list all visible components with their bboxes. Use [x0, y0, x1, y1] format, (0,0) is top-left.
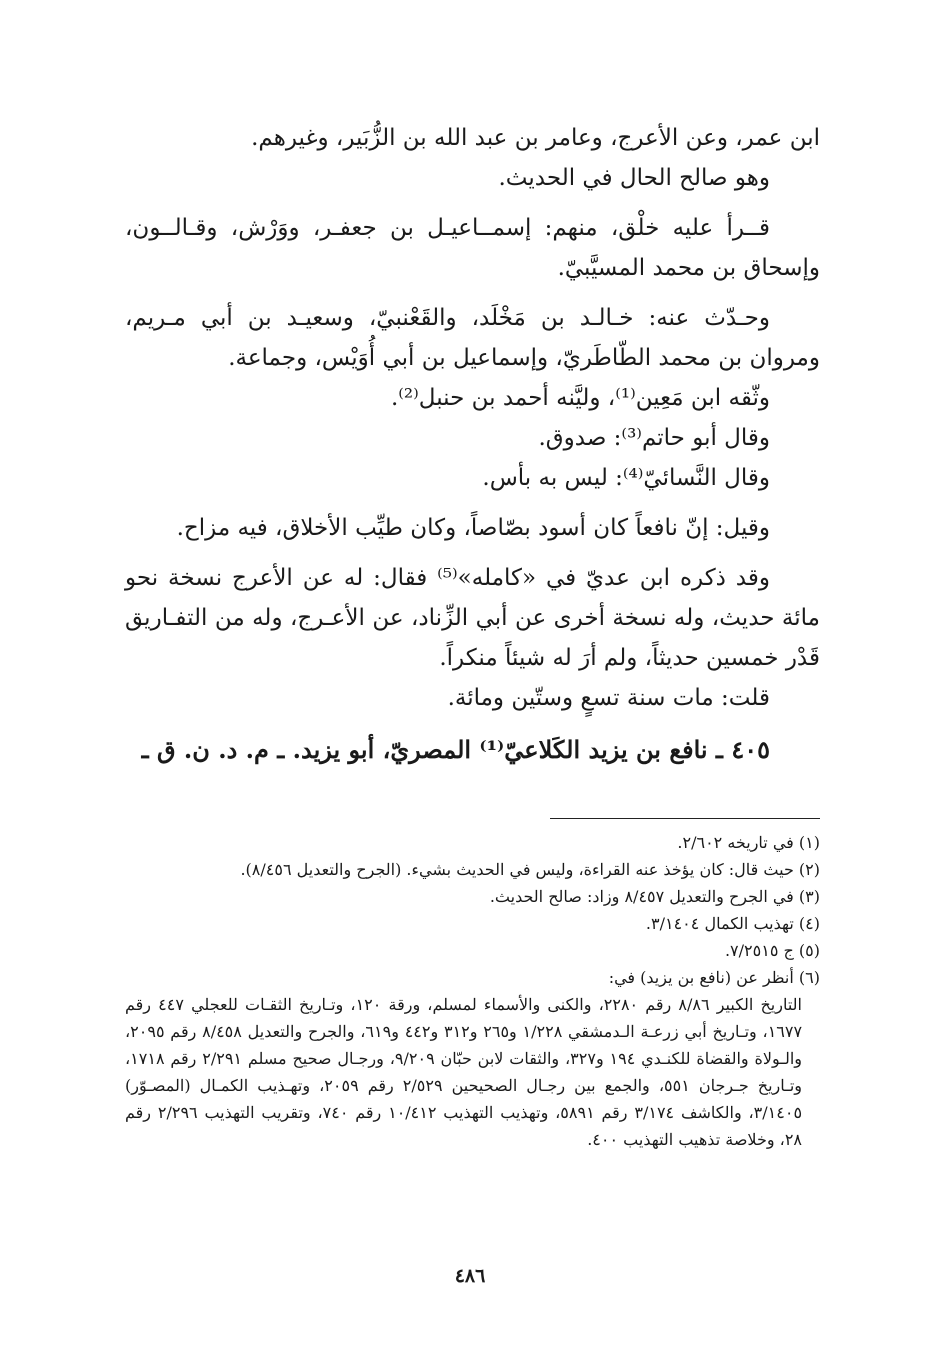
footnote: (٢) حيث قال: كان يؤخذ عنه القراءة، وليس في الحديث بشيء. (الجرح والتعديل ٨/٤٥٦). [240, 860, 820, 879]
text-paragraph: وقد ذكره ابن عديّ في «كامله»⁽⁵⁾ فقال: له عن الأعرج نسخة نحو مائة حديث، وله نسخة أخرى عن أبي الزِّناد، عن الأعـرج، وله من التفـاريق قَدْر خمسين حديثاً، ولم أرَ له شيئاً منكراً. [125, 565, 820, 671]
footnote: (٤) تهذيب الكمال ٣/١٤٠٤. [645, 914, 820, 933]
footnotes [125, 829, 820, 1153]
text-line: وهو صالح الحال في الحديث. [498, 165, 770, 191]
text-line: قلت: مات سنة تسعٍ وستّين ومائة. [447, 685, 770, 711]
footnote: (١) في تاريخه ٢/٦٠٢. [677, 833, 820, 852]
entry-heading: ٤٠٥ ـ نافع بن يزيد الكَلاعيّ⁽¹⁾ المصريّ، أبو يزيد. ـ م. د. ن. ق ـ [141, 735, 770, 764]
text-paragraph: قــرأ عليه خلْق، منهم: إسمــاعيـل بن جعفـر، ووَرْش، وقـالــون، وإسحاق بن محمد المسيَّبيّ. [125, 215, 820, 281]
text-paragraph: وحـدّث عنه: خـالـد بن مَخْلَد، والقَعْنبيّ، وسعيـد بن أبي مـريم، ومروان بن محمد الطّاطَريّ، وإسماعيل بن أبي أُوَيْس، وجماعة. [125, 305, 820, 371]
text-line: وقال النَّسائيّ⁽⁴⁾: ليس به بأس. [482, 465, 770, 491]
footnote: (٣) في الجرح والتعديل ٨/٤٥٧ وزاد: صالح الحديث. [489, 887, 820, 906]
footnote: (٦) أنظر عن (نافع بن يزيد) في: [608, 968, 820, 987]
footnote-divider [550, 818, 820, 819]
footnote-sources: التاريخ الكبير ٨/٨٦ رقم ٢٢٨٠، والكنى والأسماء لمسلم، ورقة ١٢٠، وتـاريخ الثقـات للعجلي ٤٤٧ رقم ١٦٧٧، وتـاريخ أبي زرعـة الـدمشقي ١/٢٢٨ و٢٦٥ و٣١٢ و٤٤٢ و٦١٩، والجرح والتعديل ٨/٤٥٨ رقم ٢٠٩٥، والـولاة والقضاة للكنـدي ١٩٤ و٣٢٧، والثقات لابن حبّان ٩/٢٠٩، ورجـال صحيح مسلم ٢/٢٩١ رقم ١٧١٨، وتـاريخ جـرجان ٥٥١، والجمع بين رجـال الصحيحين ٢/٥٢٩ رقم ٢٠٥٩، وتهـذيب الكمـال (المصـوّر) ٣/١٤٠٥، والكاشف ٣/١٧٤ رقم ٥٨٩١، وتهذيب التهذيب ١٠/٤١٢ رقم ٧٤٠، وتقريب التهذيب ٢/٢٩٦ رقم ٢٨، وخلاصة تذهيب التهذيب ٤٠٠. [125, 995, 803, 1149]
text-line: وثّقه ابن مَعِين⁽¹⁾، وليَّنه أحمد بن حنبل⁽²⁾. [390, 385, 770, 411]
text-line: ابن عمر، وعن الأعرج، وعامر بن عبد الله بن الزُّبَير، وغيرهم. [251, 125, 820, 151]
text-line: وقيل: إنّ نافعاً كان أسود بصّاصاً، وكان طيِّب الأخلاق، فيه مزاح. [176, 515, 770, 541]
text-line: وقال أبو حاتم⁽³⁾: صدوق. [538, 425, 770, 451]
page-number: ٤٨٦ [454, 1265, 486, 1287]
main-text [125, 118, 820, 770]
footnote: (٥) ج ٧/٢٥١٥. [724, 941, 820, 960]
